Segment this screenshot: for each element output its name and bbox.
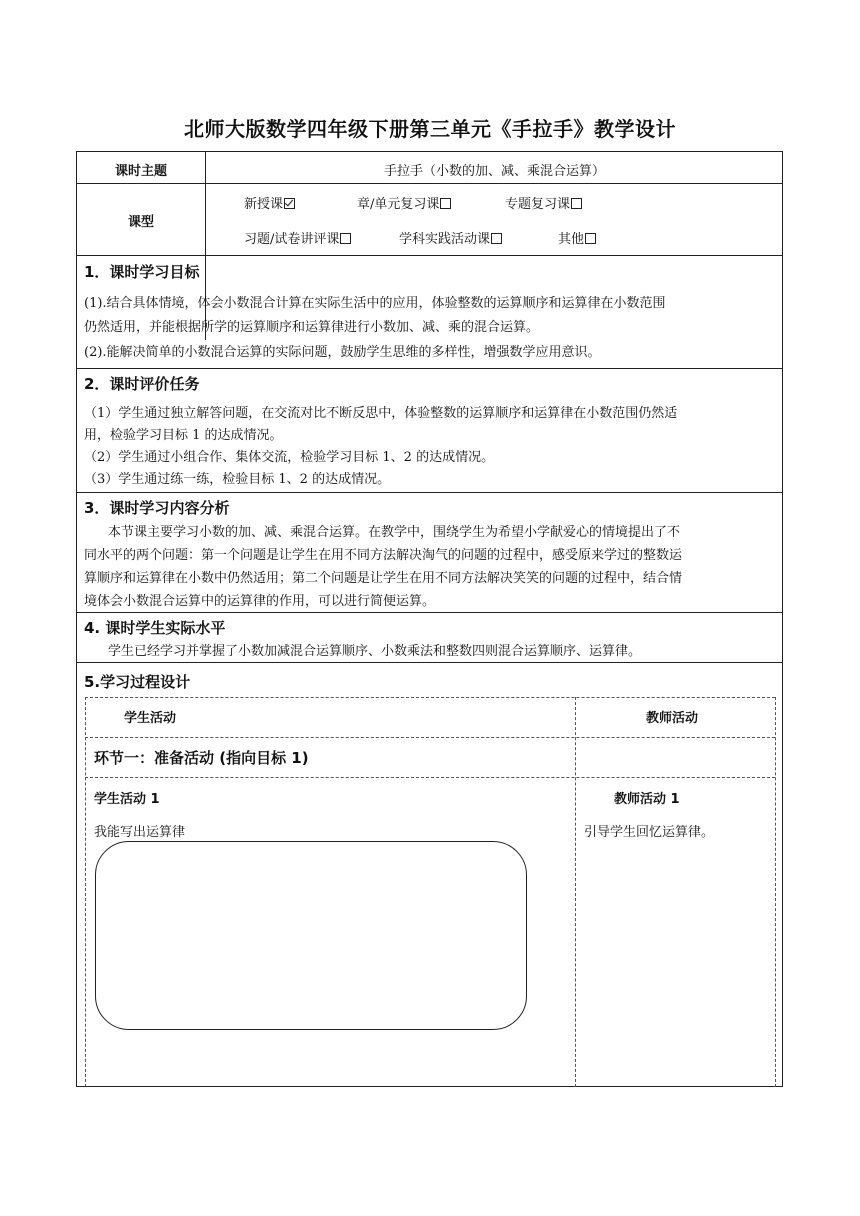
student-activity-1-title: 学生活动 1 bbox=[94, 792, 160, 807]
section4-heading: 4. 课时学生实际水平 bbox=[84, 619, 226, 637]
section4-line: 学生已经学习并掌握了小数加减混合运算顺序、小数乘法和整数四则混合运算顺序、运算律。 bbox=[108, 644, 642, 659]
option-label: 习题/试卷讲评课 bbox=[244, 232, 340, 247]
option-topic-review[interactable] bbox=[505, 193, 582, 212]
row-divider bbox=[77, 492, 782, 493]
inner-table-border bbox=[85, 777, 775, 778]
section2-heading: 2．课时评价任务 bbox=[84, 375, 200, 393]
option-label: 学科实践活动课 bbox=[399, 232, 491, 247]
inner-table-border bbox=[775, 697, 776, 1087]
row-divider bbox=[77, 612, 782, 613]
section3-line: 同水平的两个问题：第一个问题是让学生在用不同方法解决淘气的问题的过程中，感受原来学过的整数运 bbox=[84, 548, 683, 563]
stage1-title: 环节一：准备活动 (指向目标 1) bbox=[94, 749, 309, 767]
section3-heading: 3．课时学习内容分析 bbox=[84, 499, 230, 517]
section2-line: （1）学生通过独立解答问题，在交流对比不断反思中，体验整数的运算顺序和运算律在小数范围仍然适 bbox=[84, 406, 678, 421]
checkbox-icon[interactable] bbox=[571, 198, 582, 209]
student-prompt: 我能写出运算律 bbox=[94, 825, 186, 840]
option-other[interactable] bbox=[558, 228, 596, 247]
checkbox-icon[interactable] bbox=[340, 233, 351, 244]
section3-line: 本节课主要学习小数的加、减、乘混合运算。在教学中，围绕学生为希望小学献爱心的情境提出了不 bbox=[108, 525, 681, 540]
section2-line: （2）学生通过小组合作、集体交流，检验学习目标 1、2 的达成情况。 bbox=[84, 450, 495, 465]
page-title: 北师大版数学四年级下册第三单元《手拉手》教学设计 bbox=[184, 117, 676, 141]
section2-line: 用，检验学习目标 1 的达成情况。 bbox=[84, 428, 283, 443]
checkbox-icon[interactable] bbox=[491, 233, 502, 244]
section1-heading: 1．课时学习目标 bbox=[84, 263, 200, 281]
row-divider bbox=[77, 255, 782, 256]
inner-table-border bbox=[85, 697, 86, 1087]
option-practice-activity[interactable] bbox=[399, 228, 502, 247]
student-activity-header: 学生活动 bbox=[124, 711, 177, 726]
teacher-guidance: 引导学生回忆运算律。 bbox=[584, 825, 715, 840]
option-label: 其他 bbox=[558, 232, 585, 247]
section1-line: (2).能解决简单的小数混合运算的实际问题，鼓励学生思维的多样性，增强数学应用意识。 bbox=[84, 345, 601, 360]
option-label: 章/单元复习课 bbox=[357, 197, 440, 212]
option-label: 专题复习课 bbox=[505, 197, 571, 212]
teacher-activity-1-title: 教师活动 1 bbox=[614, 792, 680, 807]
teacher-activity-header: 教师活动 bbox=[646, 711, 699, 726]
row-divider bbox=[77, 183, 782, 184]
checked-checkbox-icon[interactable] bbox=[284, 198, 295, 209]
section1-line: 仍然适用，并能根据所学的运算顺序和运算律进行小数加、减、乘的混合运算。 bbox=[84, 320, 540, 335]
option-new-lesson[interactable] bbox=[244, 193, 295, 212]
section3-line: 境体会小数混合运算中的运算律的作用，可以进行简便运算。 bbox=[84, 594, 436, 609]
row-divider bbox=[77, 662, 782, 663]
section3-line: 算顺序和运算律在小数中仍然适用；第二个问题是让学生在用不同方法解决笑笑的问题的过程中，结合情 bbox=[84, 571, 683, 586]
inner-table-border bbox=[85, 737, 775, 738]
lesson-plan-table bbox=[76, 151, 783, 1087]
inner-table-border bbox=[85, 697, 775, 698]
lesson-type-label: 课型 bbox=[127, 215, 154, 230]
option-label: 新授课 bbox=[244, 197, 284, 212]
inner-table-border bbox=[575, 697, 576, 1087]
section1-line: (1).结合具体情境，体会小数混合计算在实际生活中的应用，体验整数的运算顺序和运算律在小数范围 bbox=[84, 296, 666, 311]
option-exercise-review[interactable] bbox=[244, 228, 351, 247]
row-divider bbox=[77, 368, 782, 369]
topic-value: 手拉手（小数的加、减、乘混合运算） bbox=[383, 164, 605, 179]
label-column-divider bbox=[205, 152, 206, 340]
answer-writing-box[interactable] bbox=[95, 841, 527, 1030]
checkbox-icon[interactable] bbox=[440, 198, 451, 209]
checkbox-icon[interactable] bbox=[585, 233, 596, 244]
option-unit-review[interactable] bbox=[357, 193, 451, 212]
topic-label: 课时主题 bbox=[114, 164, 167, 179]
section2-line: （3）学生通过练一练，检验目标 1、2 的达成情况。 bbox=[84, 472, 391, 487]
section5-heading: 5.学习过程设计 bbox=[84, 673, 191, 691]
